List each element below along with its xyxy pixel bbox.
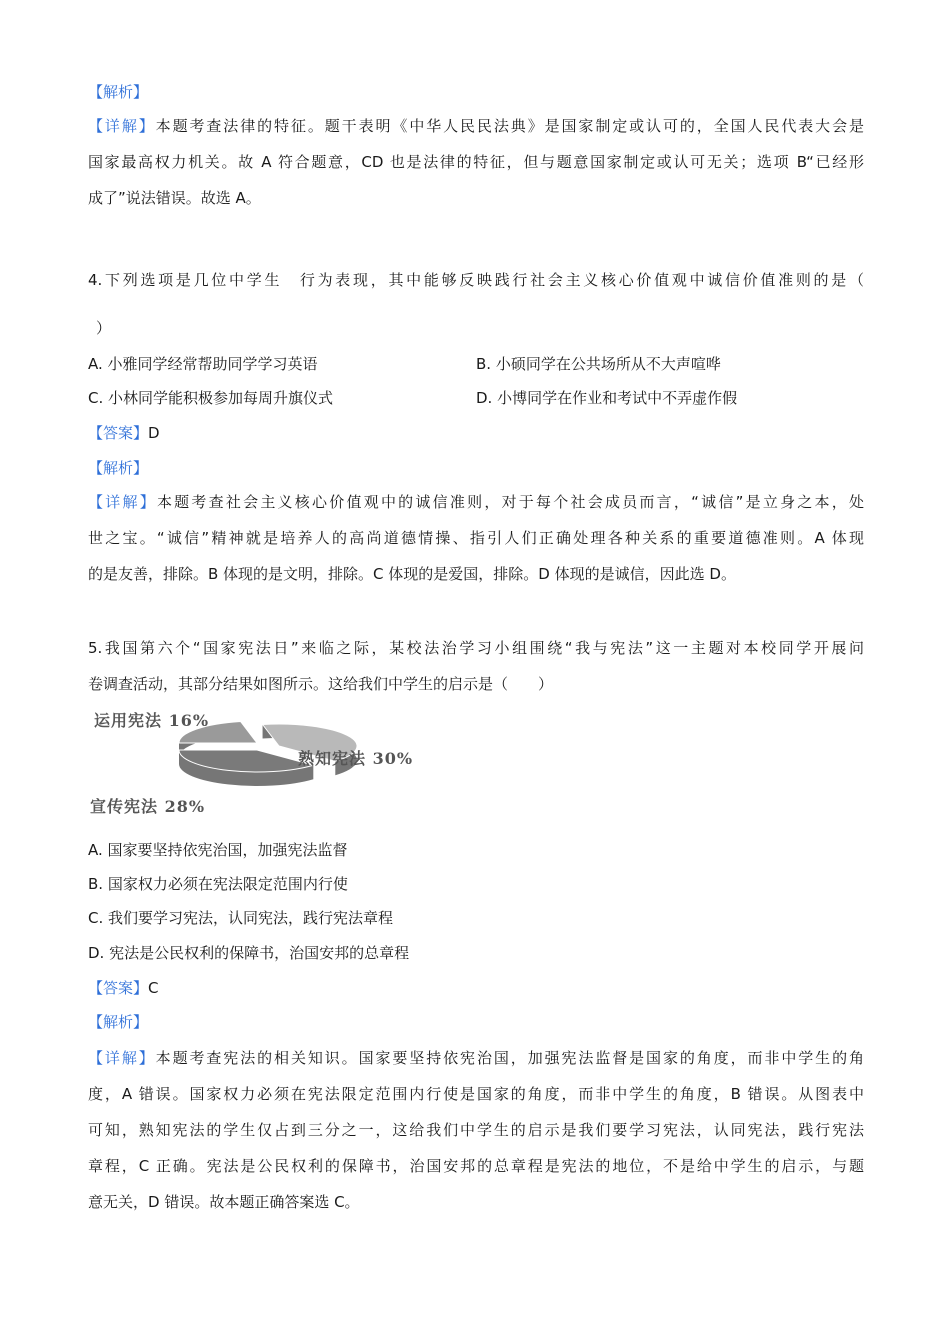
pie-label-use: 运用宪法 16% bbox=[94, 711, 210, 730]
q4-option-a: A. 小雅同学经常帮助同学学习英语 bbox=[88, 355, 318, 373]
pie-label-know: 熟知宪法 30% bbox=[298, 749, 414, 768]
q5-option-d: D. 宪法是公民权利的保障书，治国安邦的总章程 bbox=[88, 944, 410, 962]
q5-detail-line-3: 可知，熟知宪法的学生仅占到三分之一，这给我们中学生的启示是我们要学习宪法，认同宪法，践行宪法 bbox=[88, 1121, 864, 1139]
q3-detail-line-1: 【详解】本题考查法律的特征。题干表明《中华人民民法典》是国家制定或认可的，全国人民代表大会是 bbox=[88, 117, 864, 135]
q5-answer-value: C bbox=[148, 979, 159, 997]
q5-detail-tag: 【详解】 bbox=[88, 1049, 156, 1067]
q3-detail-tag: 【详解】 bbox=[88, 117, 156, 135]
q5-option-b: B. 国家权力必须在宪法限定范围内行使 bbox=[88, 875, 348, 893]
q5-detail-line-2: 度，A 错误。国家权力必须在宪法限定范围内行使是国家的角度，而非中学生的角度，B 错误。从图表中 bbox=[88, 1085, 864, 1103]
q5-option-a: A. 国家要坚持依宪治国，加强宪法监督 bbox=[88, 841, 348, 859]
q5-detail-line-4: 章程，C 正确。宪法是公民权利的保障书，治国安邦的总章程是宪法的地位，不是给中学生的启示，与题 bbox=[88, 1157, 864, 1175]
q4-answer-tag: 【答案】 bbox=[88, 424, 149, 442]
q4-answer-value: D bbox=[148, 424, 160, 442]
pie-label-promote: 宣传宪法 28% bbox=[90, 797, 206, 816]
q4-option-b: B. 小硕同学在公共场所从不大声喧哗 bbox=[476, 355, 721, 373]
q5-answer bbox=[88, 978, 159, 998]
q4-detail-line-2: 世之宝。“诚信”精神就是培养人的高尚道德情操、指引人们正确处理各种关系的重要道德准则。A 体现 bbox=[88, 529, 864, 547]
q5-option-c: C. 我们要学习宪法，认同宪法，践行宪法章程 bbox=[88, 909, 394, 927]
q3-detail-line-3: 成了”说法错误。故选 A。 bbox=[88, 189, 261, 207]
survey-pie-chart bbox=[88, 706, 448, 816]
q4-answer bbox=[88, 423, 160, 443]
q4-stem-line-2: ） bbox=[96, 319, 112, 337]
q5-stem-line-2: 卷调查活动，其部分结果如图所示。这给我们中学生的启示是（ ） bbox=[88, 675, 554, 693]
q4-option-c: C. 小林同学能积极参加每周升旗仪式 bbox=[88, 389, 334, 407]
q5-stem-line-1: 5.我国第六个“国家宪法日”来临之际，某校法治学习小组围绕“我与宪法”这一主题对本校同学开展问 bbox=[88, 639, 864, 657]
q5-detail-line-5: 意无关，D 错误。故本题正确答案选 C。 bbox=[88, 1193, 360, 1211]
q5-answer-tag: 【答案】 bbox=[88, 979, 149, 997]
q4-detail-line-3: 的是友善，排除。B 体现的是文明，排除。C 体现的是爱国，排除。D 体现的是诚信，因此选 D。 bbox=[88, 565, 736, 583]
q4-option-d: D. 小博同学在作业和考试中不弄虚作假 bbox=[476, 389, 738, 407]
q3-detail-line-2: 国家最高权力机关。故 A 符合题意，CD 也是法律的特征，但与题意国家制定或认可无关；选项 B“已经形 bbox=[88, 153, 864, 171]
q4-stem-line-1: 4.下列选项是几位中学生 行为表现，其中能够反映践行社会主义核心价值观中诚信价值准则的是（ bbox=[88, 271, 864, 289]
q4-detail-line-1: 【详解】本题考查社会主义核心价值观中的诚信准则，对于每个社会成员而言，“诚信”是立身之本，处 bbox=[88, 493, 864, 511]
q3-analysis-tag: 【解析】 bbox=[88, 83, 149, 101]
q5-analysis-tag: 【解析】 bbox=[88, 1013, 149, 1031]
q4-detail-tag: 【详解】 bbox=[88, 493, 157, 511]
q4-analysis-tag: 【解析】 bbox=[88, 459, 149, 477]
q5-detail-line-1: 【详解】本题考查宪法的相关知识。国家要坚持依宪治国，加强宪法监督是国家的角度，而非中学生的角 bbox=[88, 1049, 864, 1067]
